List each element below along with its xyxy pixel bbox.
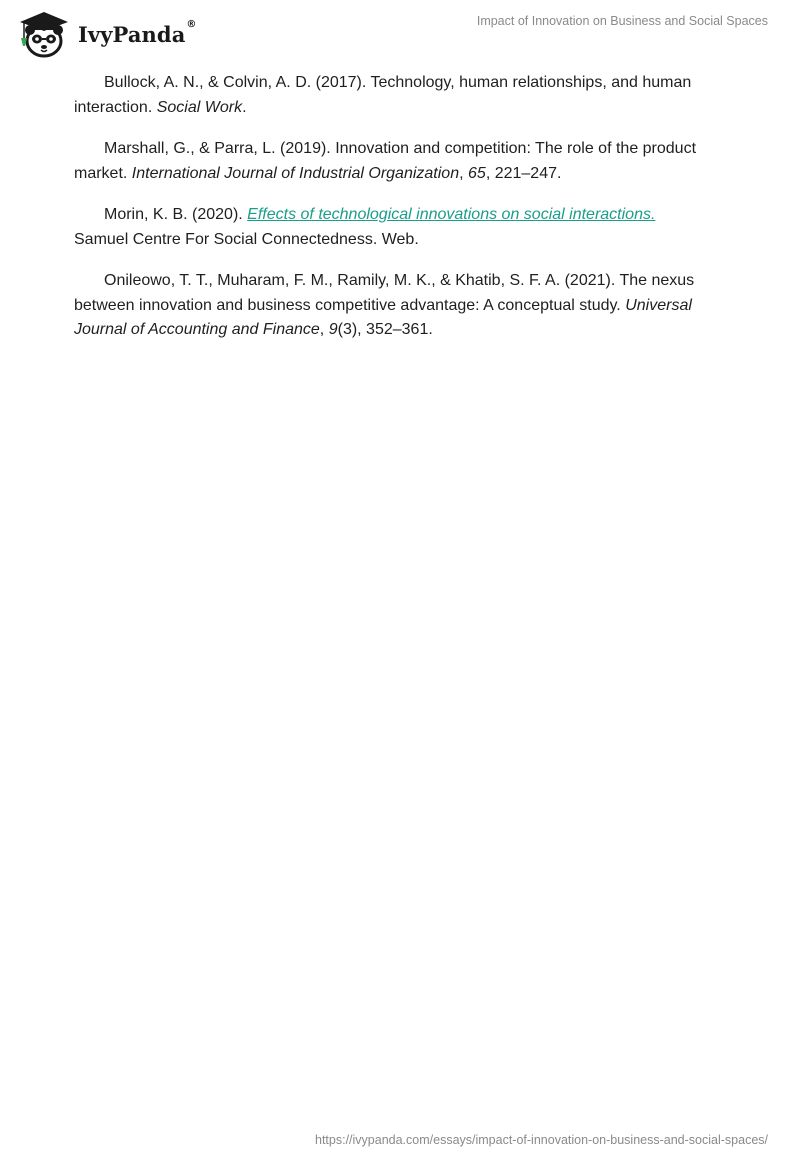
footer-url[interactable]: https://ivypanda.com/essays/impact-of-innovation-on-business-and-social-spaces/ xyxy=(315,1133,768,1147)
reference-item xyxy=(74,203,734,252)
reference-authors: Marshall, G., & Parra, L. (2019). Innovation and competition: The role of the product market. xyxy=(74,140,697,182)
reference-source: International Journal of Industrial Organization xyxy=(131,164,460,182)
reference-authors: Onileowo, T. T., Muharam, F. M., Ramily, M. K., & Khatib, S. F. A. (2021). The nexus between innovation and business competitive advantage: A conceptual study. xyxy=(74,272,695,314)
reference-list xyxy=(74,71,734,360)
panda-graduate-icon xyxy=(14,8,74,58)
reference-volume: 65 xyxy=(468,164,486,182)
ivypanda-logo[interactable] xyxy=(14,8,197,58)
document-title: Impact of Innovation on Business and Social Spaces xyxy=(476,14,768,28)
reference-authors: Morin, K. B. (2020). xyxy=(104,206,243,223)
reference-item: Bullock, A. N., & Colvin, A. D. (2017). Technology, human relationships, and human interaction. Social Work. xyxy=(74,74,692,116)
reference-pages: , 221–247. xyxy=(485,164,562,182)
registered-mark: ® xyxy=(186,18,197,30)
reference-authors: Bullock, A. N., & Colvin, A. D. (2017). Technology, human relationships, and human interaction. xyxy=(74,74,692,116)
reference-link[interactable]: Effects of technological innovations on social interactions. xyxy=(247,206,656,223)
reference-source: Social Work xyxy=(156,98,243,116)
reference-publisher: Samuel Centre For Social Connectedness. Web. xyxy=(74,230,419,248)
reference-source: Universal Journal of Accounting and Finance xyxy=(74,296,692,338)
reference-item: Marshall, G., & Parra, L. (2019). Innovation and competition: The role of the product market. International Journal of Industrial Organization, 65, 221–247. xyxy=(74,140,697,182)
brand-name: IvyPanda® xyxy=(78,18,197,47)
reference-volume: 9 xyxy=(328,321,338,338)
reference-item: Onileowo, T. T., Muharam, F. M., Ramily, M. K., & Khatib, S. F. A. (2021). The nexus between innovation and business competitive advantage: A conceptual study. Universal Journal of Accounting and Finance, 9(3), 352–361. xyxy=(74,272,695,338)
reference-pages: (3), 352–361. xyxy=(337,321,433,338)
